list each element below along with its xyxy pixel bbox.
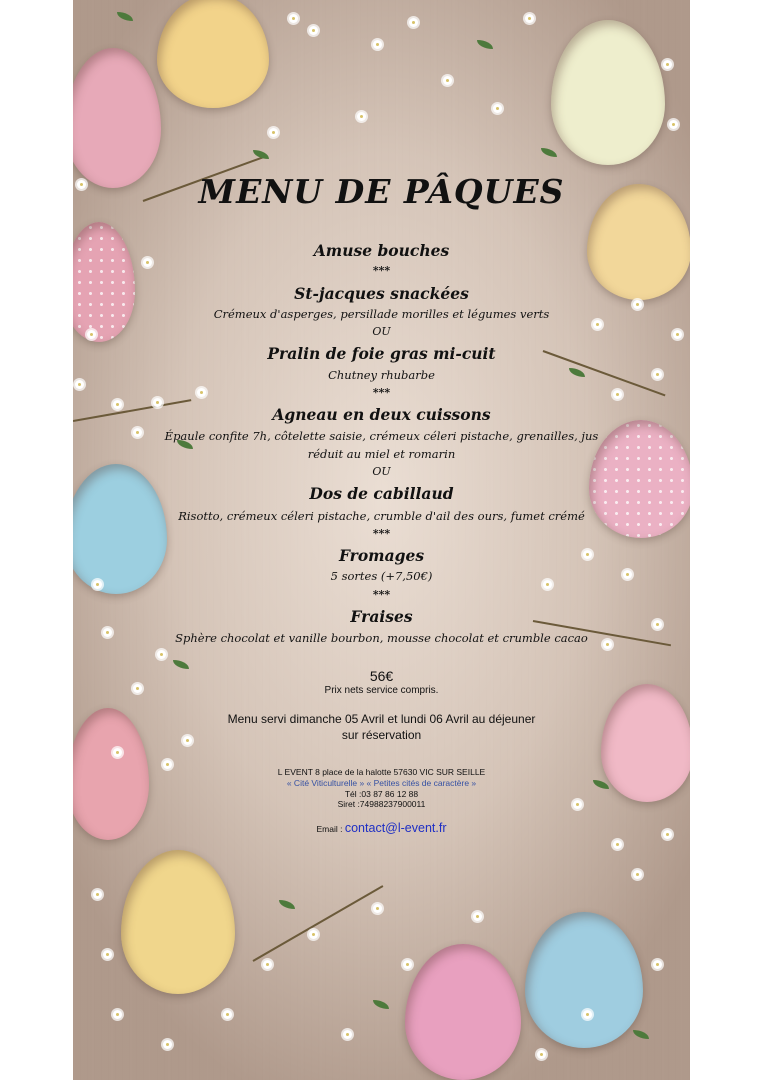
white-flower: [633, 870, 642, 879]
menu-page: [73, 0, 690, 1080]
dish-st-jacques-name: St-jacques snackées: [294, 284, 469, 303]
leaf: [253, 150, 269, 159]
dish-cabillaud-name: Dos de cabillaud: [309, 484, 454, 503]
white-flower: [103, 950, 112, 959]
leaf: [477, 40, 493, 49]
branch-stem: [253, 885, 384, 962]
white-flower: [309, 930, 318, 939]
dish-agneau-name: Agneau en deux cuissons: [272, 405, 491, 424]
white-flower: [87, 330, 96, 339]
white-flower: [343, 1030, 352, 1039]
separator: ***: [372, 588, 391, 601]
white-flower: [403, 960, 412, 969]
dessert-desc: Sphère chocolat et vanille bourbon, mousse chocolat et crumble cacao: [175, 631, 588, 645]
leaf: [279, 900, 295, 909]
blue-egg-bottom-right: [525, 912, 643, 1048]
white-flower: [493, 104, 502, 113]
white-flower: [77, 180, 86, 189]
separator: ***: [372, 527, 391, 540]
white-flower: [673, 330, 682, 339]
menu-title: MENU DE PÂQUES: [198, 172, 565, 211]
email-link[interactable]: contact@l-event.fr: [344, 821, 447, 835]
white-flower: [309, 26, 318, 35]
white-flower: [269, 128, 278, 137]
white-flower: [93, 890, 102, 899]
white-flower: [669, 120, 678, 129]
white-flower: [613, 840, 622, 849]
pink-egg-bottom: [405, 944, 521, 1080]
contact-siret: Siret :74988237900011: [337, 799, 426, 809]
dessert-heading: Fraises: [350, 607, 413, 626]
dish-foie-gras-name: Pralin de foie gras mi-cuit: [267, 344, 496, 363]
price-note: Prix nets service compris.: [324, 685, 439, 696]
white-flower: [537, 1050, 546, 1059]
white-flower: [373, 904, 382, 913]
leaf: [541, 148, 557, 157]
contact-labels: « Cité Viticulturelle » « Petites cités de caractère »: [286, 778, 477, 788]
white-flower: [653, 960, 662, 969]
white-flower: [525, 14, 534, 23]
leaf: [117, 12, 133, 21]
pink-egg-top-left: [73, 48, 161, 188]
menu-price: 56€: [369, 668, 394, 684]
white-flower: [473, 912, 482, 921]
email-label: Email :: [316, 824, 345, 834]
white-flower: [113, 748, 122, 757]
cream-egg-top-right: [551, 20, 665, 165]
service-dates: Menu servi dimanche 05 Avril et lundi 06 Avril au déjeuner: [227, 712, 536, 726]
white-flower: [357, 112, 366, 121]
white-flower: [113, 1010, 122, 1019]
dish-st-jacques-desc: Crémeux d'asperges, persillade morilles et légumes verts: [213, 307, 550, 321]
white-flower: [263, 960, 272, 969]
yellow-egg-bottom-left: [121, 850, 235, 994]
contact-phone: Tél :03 87 86 12 88: [344, 789, 419, 799]
white-flower: [443, 76, 452, 85]
contact-address: L EVENT 8 place de la halotte 57630 VIC SUR SEILLE: [277, 767, 486, 777]
white-flower: [289, 14, 298, 23]
dotted-pink-egg-left: [73, 222, 135, 342]
white-flower: [409, 18, 418, 27]
cheese-desc: 5 sortes (+7,50€): [330, 569, 433, 583]
separator: ***: [372, 264, 391, 277]
leaf: [633, 1030, 649, 1039]
white-flower: [373, 40, 382, 49]
or-divider: OU: [372, 325, 391, 338]
reservation-note: sur réservation: [341, 728, 422, 742]
white-flower: [157, 650, 166, 659]
contact-email-line: [100, 819, 663, 837]
dish-agneau-desc-line1: Épaule confite 7h, côtelette saisie, crémeux céleri pistache, grenailles, jus: [164, 429, 599, 443]
white-flower: [75, 380, 84, 389]
white-flower: [583, 1010, 592, 1019]
leaf: [373, 1000, 389, 1009]
separator: ***: [372, 386, 391, 399]
amuse-bouches-heading: Amuse bouches: [313, 241, 450, 260]
dish-agneau-desc-line2: réduit au miel et romarin: [307, 447, 456, 461]
or-divider: OU: [372, 465, 391, 478]
white-flower: [663, 830, 672, 839]
cheese-heading: Fromages: [338, 546, 425, 565]
dish-foie-gras-desc: Chutney rhubarbe: [328, 368, 435, 382]
yellow-egg-top: [157, 0, 269, 108]
white-flower: [223, 1010, 232, 1019]
white-flower: [163, 1040, 172, 1049]
dish-cabillaud-desc: Risotto, crémeux céleri pistache, crumble d'ail des ours, fumet crémé: [178, 509, 585, 523]
white-flower: [663, 60, 672, 69]
